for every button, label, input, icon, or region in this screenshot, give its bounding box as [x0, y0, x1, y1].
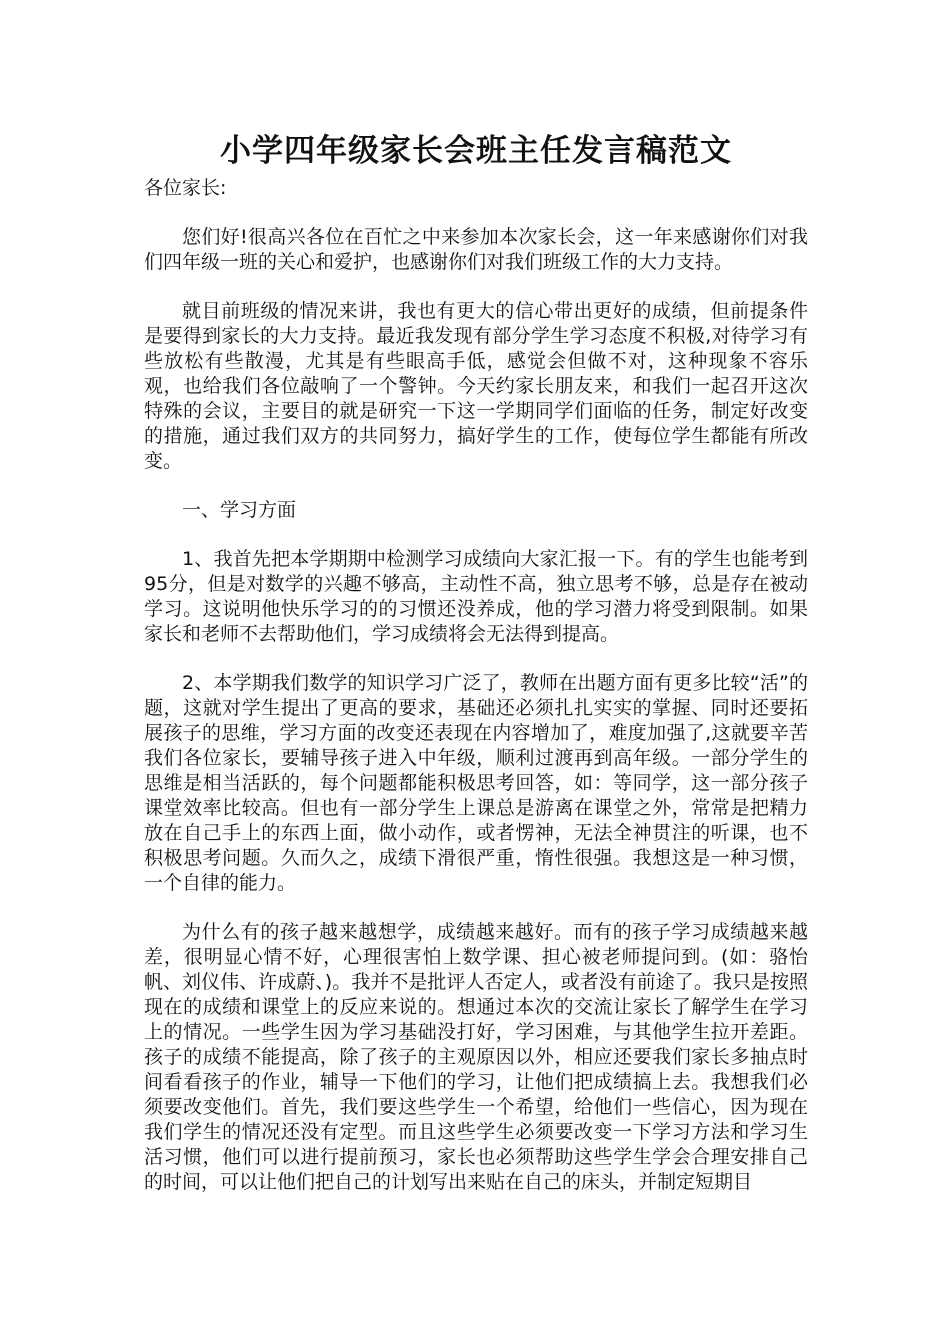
paragraph-why: 为什么有的孩子越来越想学，成绩越来越好。而有的孩子学习成绩越来越差，很明显心情不好，心理很害怕上数学课、担心被老师提问到。(如：骆怡帆、刘仪伟、许成蔚、)。我并不是批评人否定人，或者没有前途了。我只是按照现在的成绩和课堂上的反应来说的。想通过本次的交流让家长了解学生在学习上的情况。一些学生因为学习基础没打好，学习困难，与其他学生拉开差距。孩子的成绩不能提高，除了孩子的主观原因以外，相应还要我们家长多抽点时间看看孩子的作业，辅导一下他们的学习，让他们把成绩搞上去。我想我们必须要改变他们。首先，我们要这些学生一个希望，给他们一些信心，因为现在我们学生的情况还没有定型。而且这些学生必须要改变一下学习方法和学习生活习惯，他们可以进行提前预习，家长也必须帮助这些学生学会合理安排自己的时间，可以让他们把自己的计划写出来贴在自己的床头，并制定短期目 — [144, 921, 808, 1193]
document-title: 小学四年级家长会班主任发言稿范文 — [220, 133, 732, 169]
paragraph-point-1: 1、我首先把本学期期中检测学习成绩向大家汇报一下。有的学生也能考到95分，但是对数学的兴趣不够高，主动性不高，独立思考不够，总是存在被动学习。这说明他快乐学习的的习惯还没养成，他的学习潜力将受到限制。如果家长和老师不去帮助他们，学习成绩将会无法得到提高。 — [144, 548, 808, 645]
salutation: 各位家长: — [144, 177, 227, 199]
document-page — [144, 128, 808, 1195]
paragraph-point-2: 2、本学期我们数学的知识学习广泛了，教师在出题方面有更多比较“活”的题，这就对学生提出了更高的要求，基础还必须扎扎实实的掌握、同时还要拓展孩子的思维，学习方面的改变还表现在内容增加了，难度加强了,这就要辛苦我们各位家长，要辅导孩子进入中年级，顺利过渡再到高年级。一部分学生的思维是相当活跃的，每个问题都能积极思考回答，如：等同学，这一部分孩子课堂效率比较高。但也有一部分学生上课总是游离在课堂之外，常常是把精力放在自己手上的东西上面，做小动作，或者愣神，无法全神贯注的听课，也不积极思考问题。久而久之，成绩下滑很严重，惰性很强。我想这是一种习惯，一个自律的能力。 — [144, 672, 808, 894]
paragraph-class-situation: 就目前班级的情况来讲，我也有更大的信心带出更好的成绩，但前提条件是要得到家长的大力支持。最近我发现有部分学生学习态度不积极,对待学习有些放松有些散漫，尤其是有些眼高手低，感觉会但做不对，这种现象不容乐观，也给我们各位敲响了一个警钟。今天约家长朋友来，和我们一起召开这次特殊的会议，主要目的就是研究一下这一学期同学们面临的任务，制定好改变的措施，通过我们双方的共同努力，搞好学生的工作，使每位学生都能有所改变。 — [144, 300, 808, 472]
paragraph-greeting: 您们好!很高兴各位在百忙之中来参加本次家长会，这一年来感谢你们对我们四年级一班的关心和爱护，也感谢你们对我们班级工作的大力支持。 — [144, 226, 808, 273]
section-heading-study: 一、学习方面 — [182, 499, 297, 521]
